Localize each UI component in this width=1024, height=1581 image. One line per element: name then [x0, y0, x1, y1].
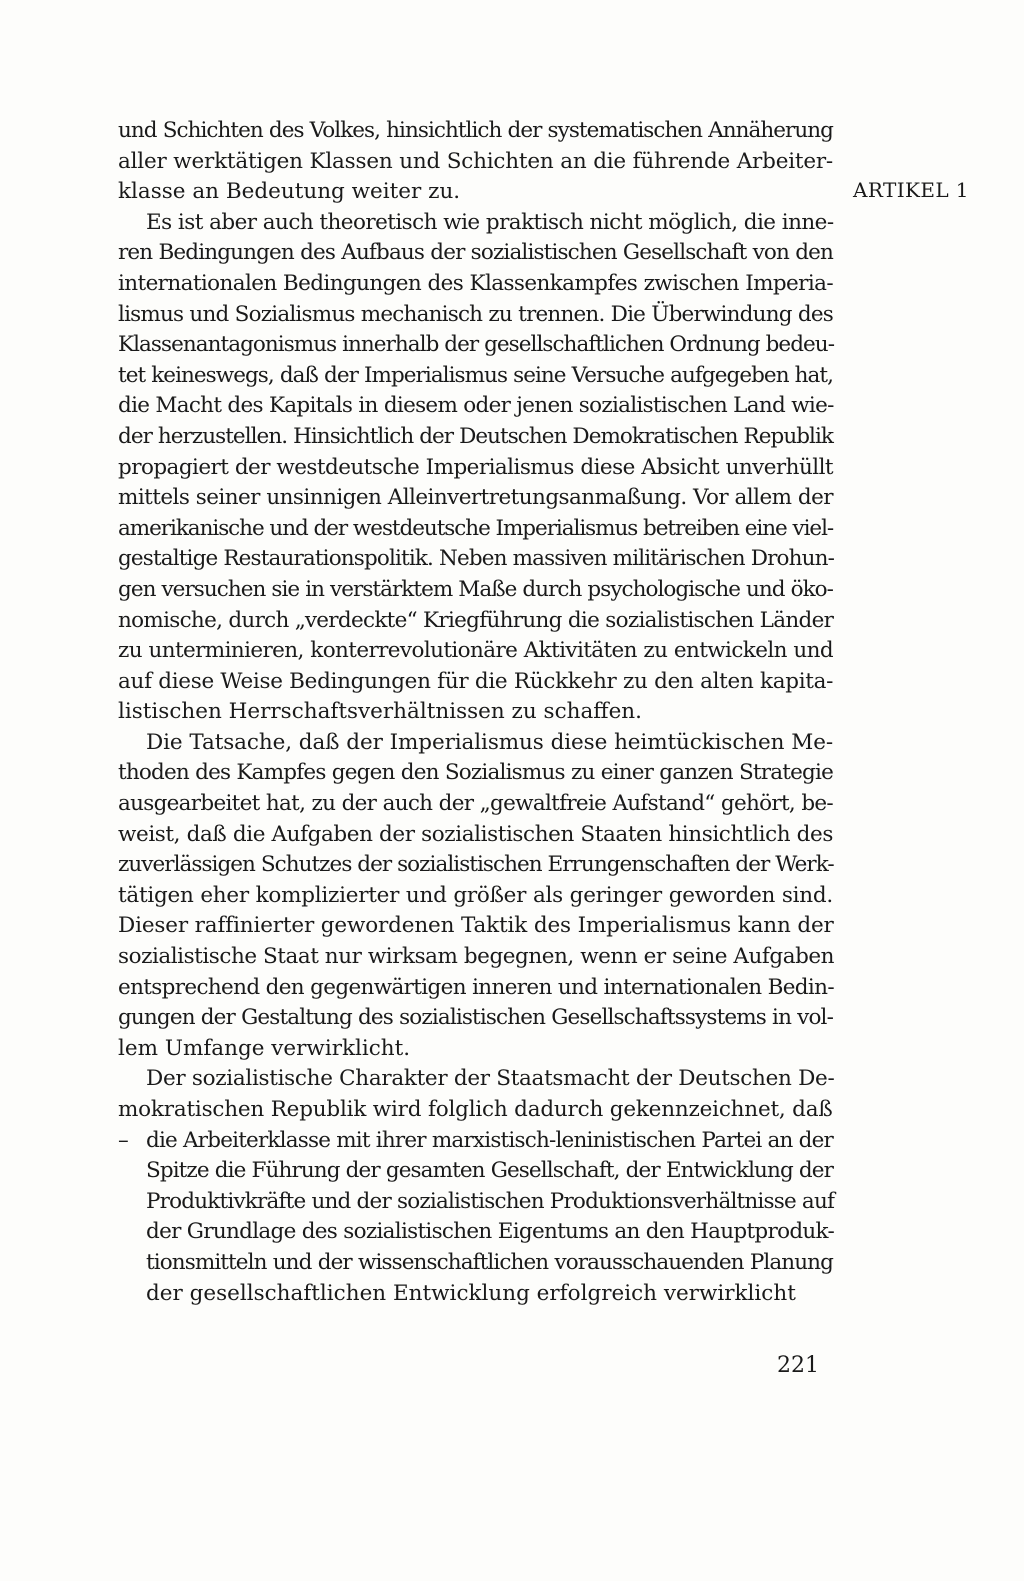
text-line: weist, daß die Aufgaben der sozialistischen Staaten hinsichtlich des: [118, 821, 833, 847]
text-line: lem Umfange verwirklicht.: [118, 1035, 411, 1061]
text-line: der Grundlage des sozialistischen Eigentums an den Hauptproduk-: [146, 1219, 835, 1245]
text-line: entsprechend den gegenwärtigen inneren und internationalen Bedin-: [118, 974, 834, 1000]
text-line: mittels seiner unsinnigen Alleinvertretungsanmaßung. Vor allem der: [118, 485, 833, 511]
margin-note: ARTIKEL 1: [853, 178, 969, 202]
text-line: zuverlässigen Schutzes der sozialistischen Errungenschaften der Werk-: [118, 852, 834, 878]
text-line: ausgearbeitet hat, zu der auch der „gewaltfreie Aufstand“ gehört, be-: [118, 791, 833, 817]
text-line: gen versuchen sie in verstärktem Maße durch psychologische und öko-: [118, 576, 833, 602]
text-line: thoden des Kampfes gegen den Sozialismus zu einer ganzen Strategie: [118, 760, 833, 786]
text-line: der herzustellen. Hinsichtlich der Deutschen Demokratischen Republik: [118, 423, 833, 449]
text-line: tet keineswegs, daß der Imperialismus seine Versuche aufgegeben hat,: [118, 362, 833, 388]
text-line: Es ist aber auch theoretisch wie praktisch nicht möglich, die inne-: [146, 209, 834, 235]
text-line: zu unterminieren, konterrevolutionäre Aktivitäten zu entwickeln und: [118, 638, 833, 664]
text-line: aller werktätigen Klassen und Schichten an die führende Arbeiter-: [118, 148, 833, 174]
text-line: gestaltige Restaurationspolitik. Neben massiven militärischen Drohun-: [118, 546, 835, 572]
text-line: sozialistische Staat nur wirksam begegnen, wenn er seine Aufgaben: [118, 944, 835, 970]
text-line: ren Bedingungen des Aufbaus der sozialistischen Gesellschaft von den: [118, 240, 833, 266]
list-item-text: die Arbeiterklasse mit ihrer marxistisch-leninistischen Partei an der: [146, 1127, 833, 1153]
dash-bullet: –: [118, 1127, 128, 1153]
text-line: propagiert der westdeutsche Imperialismus diese Absicht unverhüllt: [118, 454, 833, 480]
text-line: lismus und Sozialismus mechanisch zu trennen. Die Überwindung des: [118, 301, 833, 327]
text-line: auf diese Weise Bedingungen für die Rückkehr zu den alten kapita-: [118, 668, 834, 694]
body-text: [118, 116, 833, 1309]
text-line: nomische, durch „verdeckte“ Kriegführung die sozialistischen Länder: [118, 607, 834, 633]
text-line: listischen Herrschaftsverhältnissen zu schaffen.: [118, 699, 642, 725]
text-line: Spitze die Führung der gesamten Gesellschaft, der Entwicklung der: [146, 1158, 833, 1184]
text-line: Dieser raffinierter gewordenen Taktik des Imperialismus kann der: [118, 913, 834, 939]
text-line: amerikanische und der westdeutsche Imperialismus betreiben eine viel-: [118, 515, 834, 541]
text-line: und Schichten des Volkes, hinsichtlich der systematischen Annäherung: [118, 118, 833, 143]
text-line: gungen der Gestaltung des sozialistischen Gesellschaftssystems in vol-: [118, 1005, 833, 1031]
text-line: Der sozialistische Charakter der Staatsmacht der Deutschen De-: [146, 1066, 835, 1092]
list-item: [118, 1126, 833, 1157]
text-line: tätigen eher komplizierter und größer als geringer geworden sind.: [118, 882, 833, 908]
text-line: die Macht des Kapitals in diesem oder jenen sozialistischen Land wie-: [118, 393, 834, 419]
page-number: 221: [777, 1353, 819, 1378]
text-line: tionsmitteln und der wissenschaftlichen vorausschauenden Planung: [146, 1249, 833, 1275]
text-line: Die Tatsache, daß der Imperialismus diese heimtückischen Me-: [146, 729, 833, 755]
text-line: klasse an Bedeutung weiter zu.: [118, 179, 461, 205]
text-line: internationalen Bedingungen des Klassenkampfes zwischen Imperia-: [118, 270, 833, 296]
text-line: Klassenantagonismus innerhalb der gesellschaftlichen Ordnung bedeu-: [118, 332, 835, 358]
text-line: Produktivkräfte und der sozialistischen Produktionsverhältnisse auf: [146, 1188, 835, 1214]
text-line: der gesellschaftlichen Entwicklung erfolgreich verwirklicht: [146, 1280, 796, 1306]
text-line: mokratischen Republik wird folglich dadurch gekennzeichnet, daß: [118, 1097, 833, 1122]
